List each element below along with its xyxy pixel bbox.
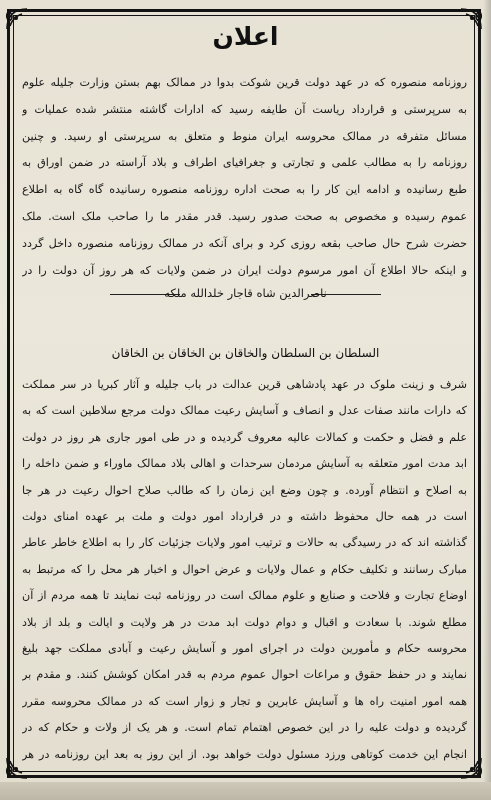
royal-titles-heading: السلطان بن السلطان والخاقان بن الخاقان بن الخاقان	[111, 346, 380, 360]
royal-signature: ناصرالدین شاه قاجار خلدالله ملکه	[164, 286, 327, 300]
page-edge	[0, 782, 491, 800]
page-title: اعلان	[212, 22, 279, 51]
announcement-paragraph: روزنامه منصوره که در عهد دولت قرین شوکت بدوا در ممالک بهم بستن وزارت جلیله علوم به سرپرستی و قرارداد ریاست آن طایفه رسید که ادارات گاشته منتشر شده عملیات و مسائل متفرقه در ممالک محروسه ایران منوط و متعلق به سرپرستی او رسید. و چنین روزنامه را به مطالب علمی و تجارتی و جغرافیای اطراف و بلاد آراسته در ضمن اوراق به طبع رسانیده و ادامه این کار را به صحت اداره روزنامه منصوره رسانیده گاه گاه به اطلاع عموم رسیده و مخصوص به صحت صدور رسید. قدر مقدر ما را صاحب ملک است. ملک حضرت شرح حال صاحب بقعه روزی کرد و برای آنکه در ممالک روزنامه منصوره داخل گردد و اینکه حالا اطلاع آن امور مرسوم دولت ایران در ضمن ولایات که هر روز آن دولت را در	[22, 76, 467, 277]
binding-shadow	[483, 0, 491, 800]
decree-paragraph: شرف و زینت ملوک در عهد پادشاهی قرین عدالت در باب جلیله و آثار کبریا در سر مملکت که دارات مانند صفات عدل و انصاف و آسایش رعیت ممالک دولت مرجع سلاطین است که به علم و فضل و حکمت و کمالات عالیه معروف گردیده و در طی امور جاری هر روز در دولت ابد مدت امور متعلقه به آسایش مردمان سرحدات و اهالی بلاد ممالک ماوراء و ضمن داخله را به اصلاح و انتظام آورده. و چون وضع این زمان را که طالب صلاح احوال رعیت در هر جا است در همه حال محفوظ داشته و در قرارداد امور دولت و ملت بر عهده امنای دولت گذاشته اند که در رسیدگی به حالات و ترتیب امور ولایات جزئیات کار را به اطلاع خاطر عاطر مبارک رسانند و تکلیف حکام و عمال ولایات و عرض احوال و اخبار هر محل را که مرتبط به اوضاع تجارت و فلاحت و صنایع و علوم ممالک است در روزنامه ثبت نمایند تا همه مردم از آن مطلع شوند. با سعادت و اقبال و دوام دولت ابد مدت در هر ولایت و ایالت و بلد از بلاد محروسه حکام و مأمورین دولت در اجرای امور و آسایش رعیت و آبادی مملکت جهد بلیغ نمایند و در حفظ حقوق و مراعات احوال عموم مردم به قدر امکان کوشش کنند. و مقدم بر همه امور امنیت راه ها و آسایش عابرین و تجار و زوار است که در ممالک محروسه مقرر گردیده و دولت علیه را در این خصوص اهتمام تمام است. و هر یک از ولات و حکام که در انجام این خدمت کوتاهی ورزد مسئول دولت خواهد بود. از این روز به بعد این روزنامه در هر	[22, 378, 467, 761]
